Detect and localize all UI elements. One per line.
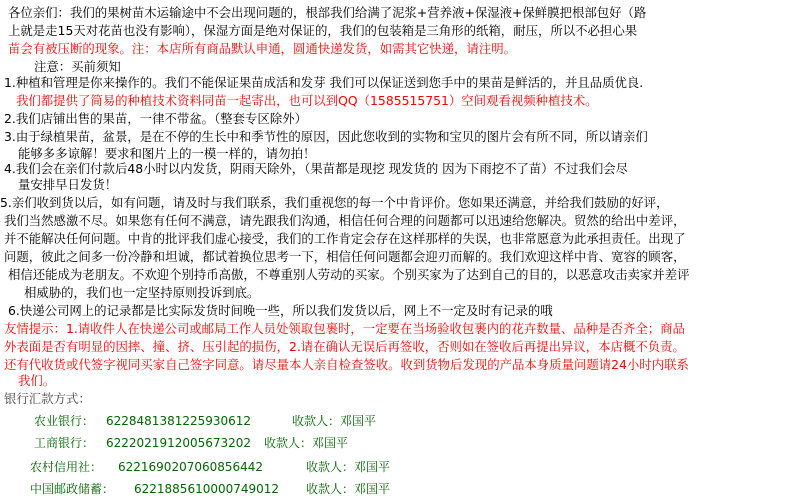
bank-title: 银行汇款方式：: [4, 391, 91, 406]
item-4-line-1: 4.我们会在亲们付款后48小时以内发货，阴雨天除外，（果苗都是现挖 现发货的 因为下雨挖不了苗）不过我们会尽: [4, 161, 629, 176]
bank-account: 6222021912005673202: [106, 436, 252, 450]
intro-line-3: 苗会有被压断的现象。注：本店所有商品默认申通，圆通快递发货，如需其它快递，请注明。: [8, 41, 517, 56]
bank-name: 农村信用社：: [30, 460, 103, 474]
item-5-line-5: 相信还能成为老朋友。不欢迎个别持币高傲，不尊重别人劳动的买家。个别买家为了达到自己的目的，以恶意攻击卖家并差评: [8, 267, 690, 282]
bank-name: 工商银行：: [34, 436, 95, 450]
tips-line-2: 外表面是否有明显的因摔、撞、挤、压引起的损伤，2.请在确认无误后再签收，否则如在签收后再提出异议，本店概不负责。: [4, 339, 685, 354]
bank-row: [30, 458, 390, 476]
bank-payee: 收款人：邓国平: [306, 482, 391, 496]
bank-account: 6221885610000749012: [134, 482, 280, 496]
bank-account: 6221690207060856442: [118, 460, 264, 474]
intro-line-1: 各位亲们：我们的果树苗木运输途中不会出现问题的，根部我们给满了泥浆+营养液+保湿液+保鲜膜把根部包好（路: [8, 5, 647, 20]
bank-payee: 收款人：邓国平: [264, 436, 349, 450]
bank-name: 中国邮政储蓄：: [30, 482, 115, 496]
item-1-line-1: 1.种植和管理是你来操作的。我们不能保证果苗成活和发芽 我们可以保证送到您手中的果苗是鲜活的，并且品质优良.: [4, 75, 644, 90]
bank-row: [34, 412, 376, 430]
bank-name: 农业银行：: [34, 414, 95, 428]
item-6: 6.快递公司网上的记录都是比实际发货时间晚一些，所以我们发货以后，网上不一定及时有记录的哦: [8, 303, 553, 318]
item-5-line-2: 我们当然感激不尽。如果您有任何不满意，请先跟我们沟通，相信任何合理的问题都可以迅速给您解决。贸然的给出中差评，: [4, 213, 686, 228]
item-5-line-1: 5.亲们收到货以后，如有问题，请及时与我们联系，我们重视您的每一个中肯评价。您如果还满意，并给我们鼓励的好评，: [0, 195, 669, 210]
tips-line-3: 还有代收货或代签字视同买家自己签字同意。请尽量本人亲自检查签收。收到货物后发现的产品本身质量问题请24小时内联系: [4, 357, 689, 372]
intro-line-2: 上就是走15天对花苗也没有影响），保湿方面是绝对保证的，我们的包装箱是三角形的纸箱，耐压，所以不必担心果: [8, 23, 638, 38]
bank-account: 6228481381225930612: [106, 414, 252, 428]
bank-payee: 收款人：邓国平: [292, 414, 377, 428]
item-1-line-2: 我们都提供了简易的种植技术资料同苗一起寄出，也可以到QQ（1585515751）空间观看视频种植技术。: [16, 93, 598, 108]
item-5-line-4: 问题，彼此之间多一份冷静和坦诚，都试着换位思考一下，相信任何问题都会迎刃而解的。我们欢迎这样中肯、宽容的顾客，: [4, 249, 686, 264]
item-4-line-2: 量安排早日发货！: [18, 177, 118, 192]
tips-line-4: 我们。: [18, 373, 56, 388]
bank-row: [30, 480, 390, 498]
tips-line-1: 友情提示：1.请收件人在快递公司或邮局工作人员处领取包裹时，一定要在当场验收包裹内的花卉数量、品种是否齐全；商品: [4, 321, 685, 336]
bank-row: [34, 434, 348, 452]
item-3-line-1: 3.由于绿植果苗，盆景，是在不停的生长中和季节性的原因，因此您收到的实物和宝贝的图片会有所不同，所以请亲们: [4, 129, 648, 144]
notice-title: 注意：买前须知: [34, 59, 121, 74]
bank-payee: 收款人：邓国平: [306, 460, 391, 474]
item-5-line-6: 相威胁的，我们也一定坚持原则投诉到底。: [24, 285, 260, 300]
item-2: 2.我们店铺出售的果苗，一律不带盆。（整套专区除外）: [4, 111, 307, 126]
item-3-line-2: 能够多多谅解！要求和图片上的一模一样的，请勿拍！: [18, 146, 316, 161]
item-5-line-3: 并不能解决任何问题。中肯的批评我们虚心接受，我们的工作肯定会存在这样那样的失误，也非常愿意为此承担责任。出现了: [4, 231, 686, 246]
